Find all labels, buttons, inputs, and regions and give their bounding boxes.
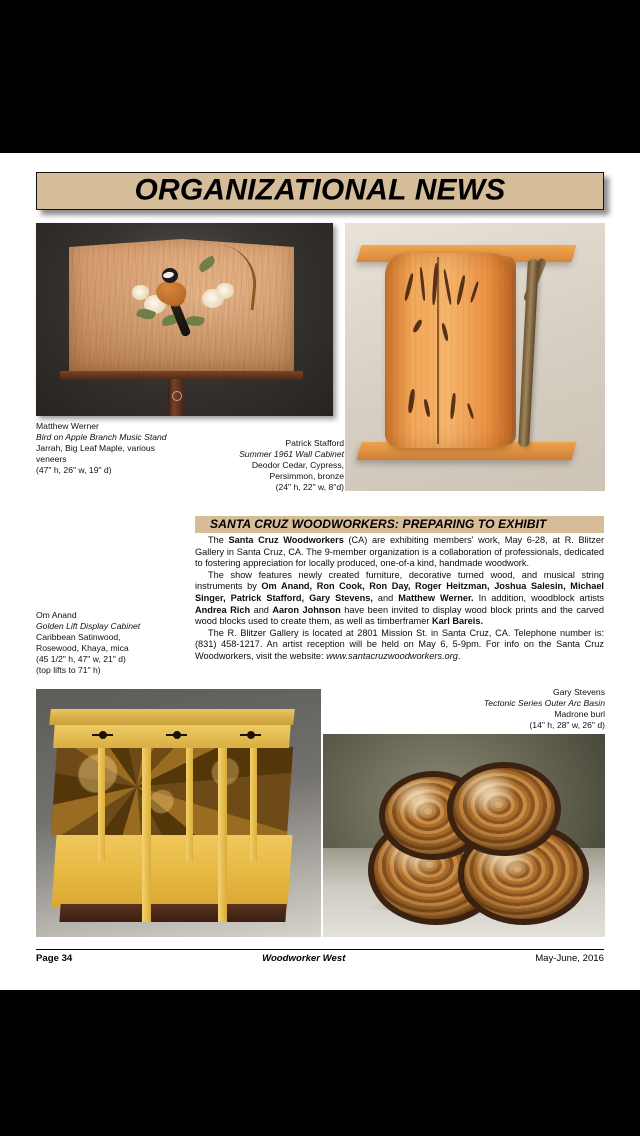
music-stand-board xyxy=(69,239,294,372)
photo-tectonic-series-outer-arc-basin xyxy=(323,734,605,937)
article-paragraph-1: The Santa Cruz Woodworkers (CA) are exhibiting members' work, May 6-28, at R. Blitzer Gallery in Santa Cruz, CA. The 9-member organization is a collaboration of professionals, dedicated to fostering appreciation for locally produced, one-of-a kind, handmade woodwork. xyxy=(195,535,605,569)
page-footer xyxy=(36,953,604,964)
caption-dimensions: (47" h, 26" w, 19" d) xyxy=(36,465,112,476)
footer-divider xyxy=(36,949,604,950)
caption-title: Golden Lift Display Cabinet xyxy=(36,621,141,632)
footer-publication-title: Woodworker West xyxy=(262,953,346,964)
drawer-pull[interactable] xyxy=(166,731,187,739)
cabinet-stile xyxy=(98,747,105,861)
article-paragraph-2: The show features newly created furniture, decorative turned wood, and musical string instruments by Om Anand, Ron Cook, Ron Day, Roger Heitzman, Joshua Salesin, Michael Singer, Patrick Stafford, Gary Stevens, and Matthew Werner. In addition, woodblock artists Andrea Rich and Aaron Johnson have been invited to display wood block prints and the carved wood blocks used to create them, as well as timberframer Karl Bareis. xyxy=(195,569,605,627)
caption-title: Summer 1961 Wall Cabinet xyxy=(239,449,344,460)
caption-title: Bird on Apple Branch Music Stand xyxy=(36,432,167,443)
photo-golden-lift-display-cabinet xyxy=(36,689,321,937)
footer-page-number: Page 34 xyxy=(36,953,73,964)
caption-materials: Madrone burl xyxy=(554,709,605,720)
caption-materials-cont: veneers xyxy=(36,454,67,465)
page-title: ORGANIZATIONAL NEWS xyxy=(134,173,506,207)
article-subhead: SANTA CRUZ WOODWORKERS: PREPARING TO EXHIBIT xyxy=(210,517,547,531)
article-paragraph-3: The R. Blitzer Gallery is located at 2801 Mission St. in Santa Cruz, CA. Telephone number is: (831) 458-1217. An artist reception will be held on May 6, 5-9pm. For info on the Santa Cruz Woodworkers, visit the website: www.santacruzwoodworkers.org. xyxy=(195,627,604,661)
caption-materials: Caribbean Satinwood, xyxy=(36,632,121,643)
caption-artist: Om Anand xyxy=(36,610,77,620)
website-link[interactable]: www.santacruzwoodworkers.org xyxy=(326,650,458,661)
caption-materials-cont: Persimmon, bronze xyxy=(269,471,344,482)
cabinet-stile xyxy=(186,747,193,861)
burl-lobe-upper-right xyxy=(447,762,561,855)
photo-bird-on-apple-branch-music-stand xyxy=(36,223,333,416)
cabinet-mullion xyxy=(142,747,151,922)
masthead-banner xyxy=(36,172,604,210)
caption-dimensions: (24" h, 22" w, 8"d) xyxy=(275,482,344,493)
cabinet-branch-support xyxy=(518,259,539,447)
cabinet-doors xyxy=(385,253,512,448)
cabinet-door-seam xyxy=(437,257,439,444)
caption-artist: Matthew Werner xyxy=(36,421,99,431)
caption-burl-bowl xyxy=(420,687,605,731)
drawer-pull[interactable] xyxy=(240,731,261,739)
caption-materials-cont: Rosewood, Khaya, mica xyxy=(36,643,129,654)
caption-artist: Patrick Stafford xyxy=(285,438,344,448)
drawer-pull[interactable] xyxy=(92,731,113,739)
music-stand-knob xyxy=(172,391,182,401)
caption-materials: Jarrah, Big Leaf Maple, various xyxy=(36,443,155,454)
caption-artist: Gary Stevens xyxy=(552,687,605,697)
caption-dimensions: (45 1/2" h, 47" w, 21" d) xyxy=(36,654,126,665)
caption-title: Tectonic Series Outer Arc Basin xyxy=(483,698,605,709)
photo-summer-1961-wall-cabinet xyxy=(345,223,605,491)
cabinet-lifting-top xyxy=(49,709,295,725)
cabinet-stile xyxy=(250,747,257,861)
cabinet-mullion xyxy=(218,747,227,922)
footer-issue-date: May-June, 2016 xyxy=(535,953,604,964)
caption-dimensions: (14" h, 28" w, 26" d) xyxy=(529,720,605,731)
caption-materials: Deodor Cedar, Cypress, xyxy=(251,460,344,471)
article-body xyxy=(195,535,604,663)
cabinet-plinth xyxy=(59,904,286,922)
caption-wall-cabinet xyxy=(200,438,344,493)
magazine-page xyxy=(0,153,640,990)
caption-note: (top lifts to 71" h) xyxy=(36,665,101,676)
caption-display-cabinet xyxy=(36,610,206,677)
